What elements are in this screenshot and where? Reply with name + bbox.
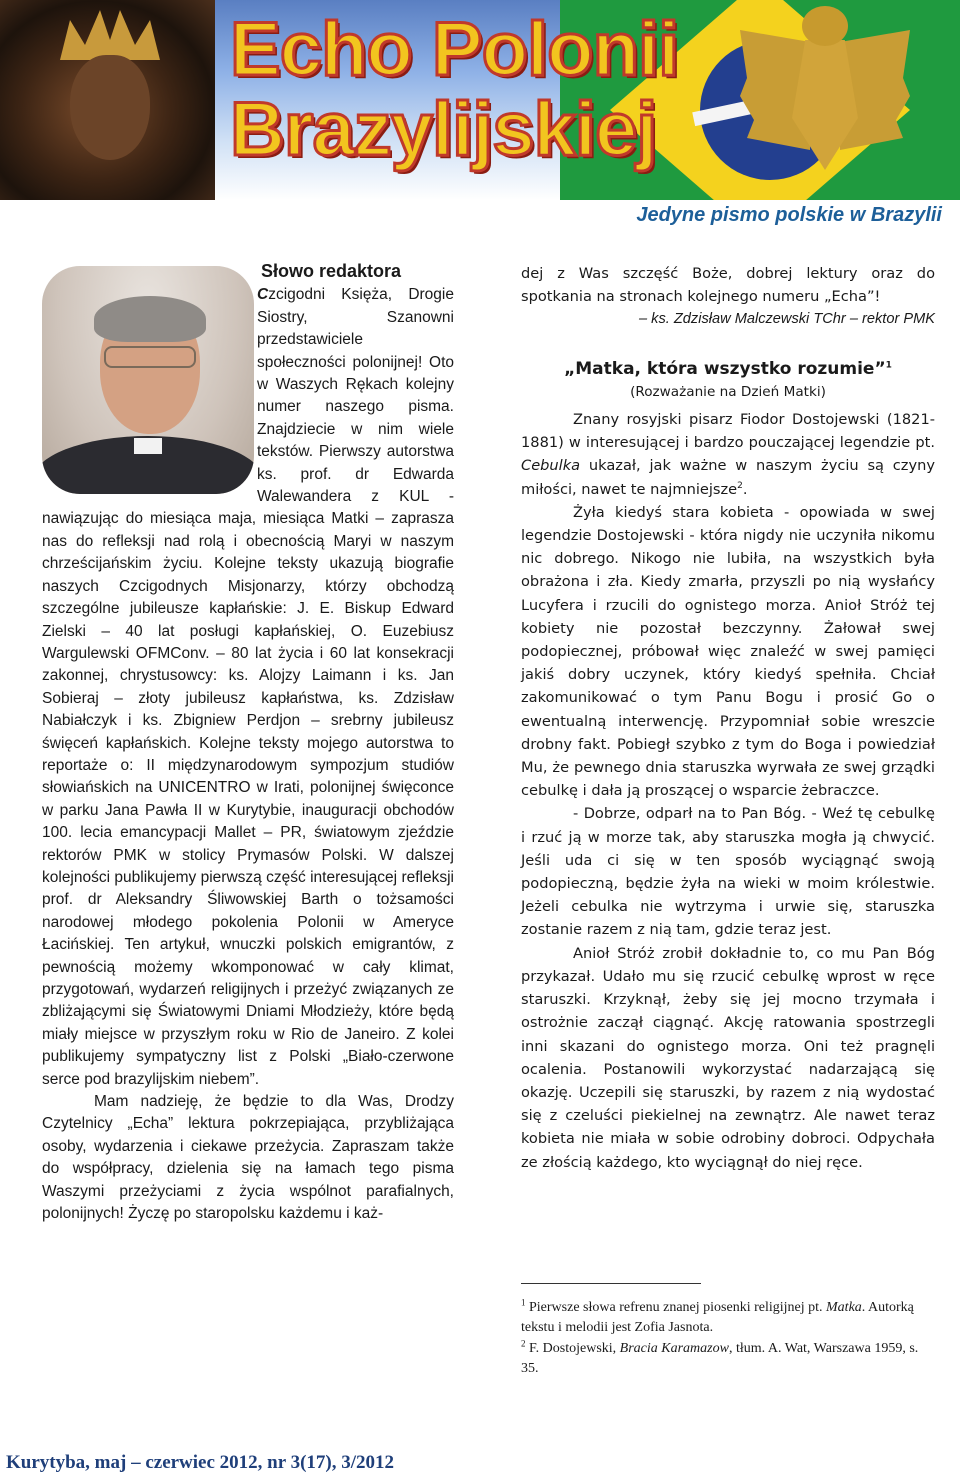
editorial-signature: – ks. Zdzisław Malczewski TChr – rektor PMK [639, 311, 935, 328]
footnote-1-number: 1 [521, 1297, 526, 1308]
article-subtitle: (Rozważanie na Dzień Matki) [630, 383, 826, 400]
crown-icon [60, 10, 160, 60]
article-p1-italic: Cebulka [521, 457, 581, 475]
article-title [521, 358, 935, 381]
footnote-1 [521, 1298, 935, 1338]
editorial-paragraph-1: zcigodni Księża, Drogie Siostry, Szanowni przedstawiciele społeczności polonijnej! Oto w Waszych Rękach kolejny numer naszego pisma. Znajdziecie w nim wiele tekstów. Pierwszy autorstwa ks. prof. dr Edwarda Walewandera z KUL - nawiązując do miesiąca maja, miesiąca Matki – zaprasza nas do refleksji nad rolą i obecnością Maryi w naszym chrześcijańskim życiu. Kolejne teksty ukazują biografie naszych Czcigodnych Misjonarzy, którzy obchodzą szczególne jubileusze kapłańskie: J. E. Biskup Edward Zielski – 40 lat posługi kapłańskiej, O. Euzebiusz Wargulewski OFMConv. – 80 lat życia i 60 lat konsekracji zakonnej, chrystusowcy: ks. Alojzy Laimann i ks. Jan Sobieraj – złoty jubileusz kapłaństwa, ks. Zdzisław Nabiałczyk i ks. Zbigniew Perdjon – srebrny jubileusz święceń kapłańskich. Kolejne teksty mojego autorstwa to reportaże o: II międzynarodowym sympozjum studiów słowiańskich na UNICENTRO w Irati, polonijnej święconce w parku Jana Pawła II w Kurytybie, inauguracji obchodów 100. lecia emancypacji Mallet – PR, światowym zjeździe rektorów PMK w stolicy Prymasów Polski. W dalszej kolejności publikujemy pierwszą część interesującej refleksji prof. dr Aleksandry Śliwowskiej Barth o tożsamości narodowej młodego pokolenia Polonii w Ameryce Łacińskiej. Ten artykuł, wnuczki polskich emigrantów, z pewnością możemy wkomponować w cały klimat, przygotowań, wydarzeń religijnych i przeżyć związanych ze zbliżającymi się Światowymi Dniami Młodzieży, które będą miały miejsce w przyszłym roku w Rio de Janeiro. Z kolei publikujemy sympatyczny list z Polski „Biało-czerwone serce pod brazylijskim niebem”. [42, 286, 454, 1088]
portrait-float [42, 284, 257, 500]
article-p1-footnote-ref: 2 [737, 480, 743, 491]
footnote-2-italic: Bracia Karamazow [619, 1341, 729, 1356]
footnote-2 [521, 1339, 935, 1379]
article-p1-b: ukazał, jak ważne w naszym życiu są czyny miłości, nawet te najmniejsze [521, 457, 935, 498]
masthead-title-line2: Brazylijskiej [230, 87, 657, 172]
footnote-1-a: Pierwsze słowa refrenu znanej piosenki religijnej pt. [529, 1300, 827, 1315]
editorial-paragraph-3: dej z Was szczęść Boże, dobrej lektury oraz do spotkania na stronach kolejnego numeru „Echa”! [521, 265, 935, 306]
madonna-icon [0, 0, 215, 200]
eagle-head [802, 6, 848, 46]
editorial-column [42, 260, 454, 1225]
article-paragraph-4: Anioł Stróż zrobił dokładnie to, co mu Pan Bóg przykazał. Udało mu się rzucić cebulkę wprost w ręce staruszki. Krzyknął, żeby się jej mocno trzymała i ostrożnie zaczął ciągnąć. Akcję ratowania spostrzegli inni skazani do ognistego morza. Oni też pragnęli ocalenia. Postanowili wykorzystać nadarzającą się okazję. Uczepili się staruszki, by razem z nią wydostać się z czeluści piekielnej na zewnątrz. Ale nawet teraz kobieta nie miała w sobie odrobiny dobroci. Odpychała ze złością każdego, kto wyciągnął do niej ręce. [521, 944, 935, 1171]
masthead-title [230, 7, 679, 172]
footnote-2-number: 2 [521, 1338, 526, 1349]
tagline: Jedyne pismo polskie w Brazylii [636, 204, 942, 226]
footnotes [521, 1298, 935, 1380]
article-title-footnote-ref: 1 [885, 359, 892, 370]
madonna-face [70, 55, 150, 160]
eagle-body [792, 40, 858, 170]
article-paragraph-3: - Dobrze, odparł na to Pan Bóg. - Weź tę cebulkę i rzuć ją w morze tak, aby staruszka mogła ją chwycić. Jeśli uda ci się w ten sposób wyciągnąć swoją podopieczną, będzie żyła na wieki w moim królestwie. Jeżeli cebulka nie wytrzyma i urwie się, staruszka zostanie razem z nią tam, gdzie teraz jest. [521, 805, 935, 939]
right-column [521, 262, 935, 1174]
footnote-2-a: F. Dostojewski, [529, 1341, 620, 1356]
editorial-paragraph-2: Mam nadzieję, że będzie to dla Was, Drodzy Czytelnicy „Echa” lektura pokrzepiająca, przybliżająca osoby, wydarzenia i ciekawe przeżycia. Zapraszam także do współpracy, dzielenia się na łamach tego pisma Waszymi przeżyciami z życia wspólnot parafialnych, polonijnych! Życzę po staropolsku każdemu i każ- [42, 1093, 454, 1223]
footnote-1-b: . Autorką tekstu i melodii jest Zofia Jasnota. [521, 1300, 914, 1335]
footnote-2-b: , tłum. A. Wat, Warszawa 1959, s. 35. [521, 1341, 919, 1376]
editorial-heading: Słowo redaktora [261, 261, 402, 281]
masthead-banner [0, 0, 960, 200]
article-title-text: „Matka, która wszystko rozumie” [564, 358, 886, 379]
article-p1-end: . [742, 480, 748, 498]
dropcap: C [257, 286, 269, 304]
footnote-divider [521, 1283, 701, 1284]
footnote-1-italic: Matka [826, 1300, 862, 1315]
issue-footer: Kurytyba, maj – czerwiec 2012, nr 3(17), 3/2012 [6, 1452, 395, 1473]
article-paragraph-2: Żyła kiedyś stara kobieta - opowiada w swej legendzie Dostojewski - która nigdy nie uczyniła nikomu nic dobrego. Nikogo nie lubiła, na wszystkich była obrażona i zła. Kiedy zmarła, przyszli po nią wysłańcy Lucyfera i rzucili do ognistego morza. Anioł Stróż tej kobiety nie pozostał bezczynny. Żałował swej podopiecznej, próbował więc znaleźć w swej pamięci jakiś dobry uczynek, który kiedyś spełniła. Chciał zakomunikować o tym Panu Bogu i prosić Go o ewentualną interwencję. Przypomniał sobie wreszcie drobny fakt. Pobiegł szybko z tym do Boga i powiedział Mu, że pewnego dnia staruszka wyrwała ze swej grządki cebulkę i dała ją proszącej o wsparcie żebraczce. [521, 503, 935, 800]
article-p1-a: Znany rosyjski pisarz Fiodor Dostojewski (1821-1881) w interesującej i bardzo pouczającej legendzie pt. [521, 411, 935, 452]
eagle-icon [740, 0, 910, 200]
masthead-title-line1: Echo Polonii [230, 7, 679, 92]
heading-wrap [261, 260, 454, 282]
article-paragraph-1 [521, 408, 935, 501]
